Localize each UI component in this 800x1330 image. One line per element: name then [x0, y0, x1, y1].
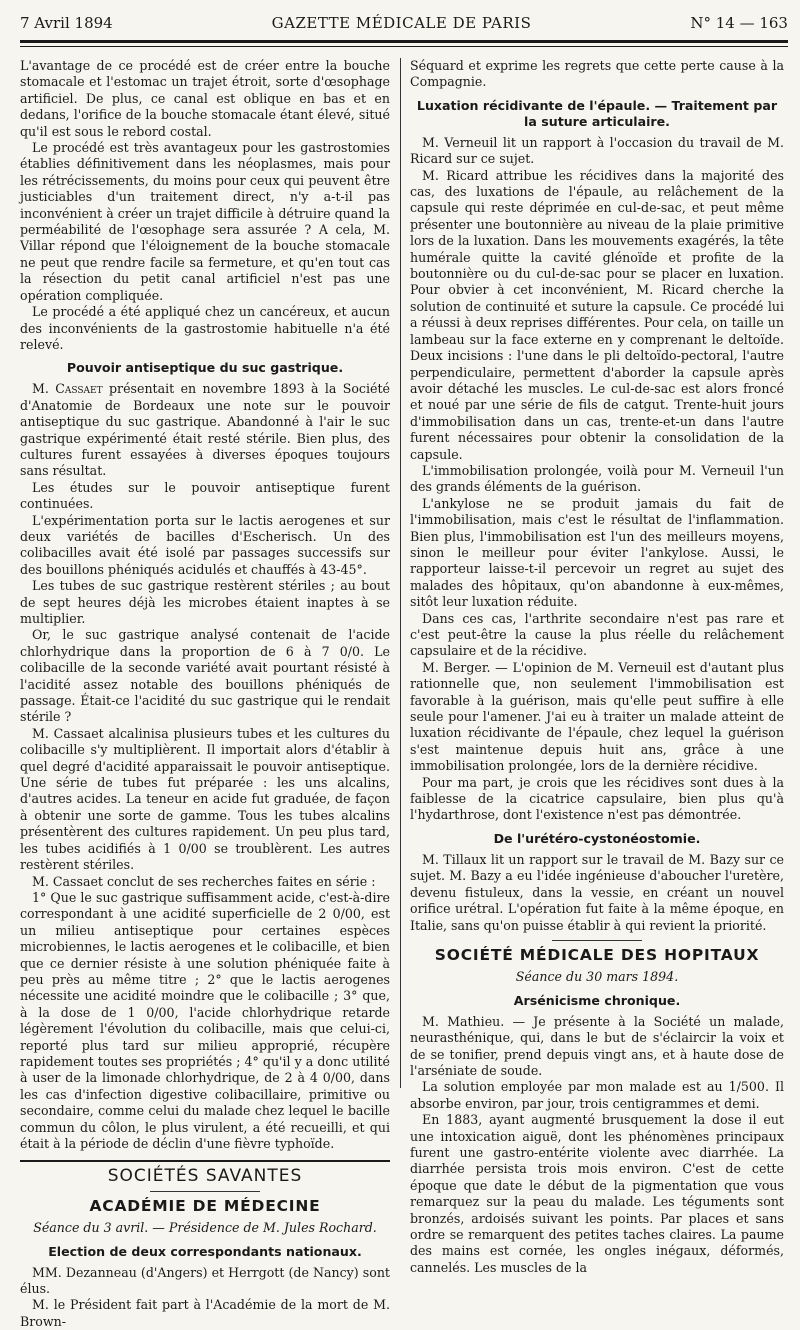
paragraph: Or, le suc gastrique analysé contenait de l'acide chlorhydrique dans la proportion de 6 à 7 0/0. Le colibacille de la seconde variété avait pourtant résisté à l'acidité assez notable des bouillons phéniqués de passage. Était-ce l'acidité du suc gastrique qui le rendait stérile ? [20, 627, 390, 725]
paragraph: M. Cassaet alcalinisa plusieurs tubes et les cultures du colibacille s'y multiplièrent. Il importait alors d'établir à quel degré d'acidité apparaissait le pouvoir antiseptique. Une série de tubes fut préparée : les uns alcalins, d'autres acides. La teneur en acide fut graduée, de façon à obtenir une sorte de gamme. Tous les tubes alcalins présentèrent des cultures rapidement. Un peu plus tard, les tubes acidifiés à 1 0/00 se troublèrent. Les autres restèrent stériles. [20, 725, 390, 873]
page-number: N° 14 — 163 [690, 14, 788, 32]
left-column [20, 58, 390, 1329]
short-rule [552, 940, 642, 941]
paragraph: M. Tillaux lit un rapport sur le travail de M. Bazy sur ce sujet. M. Bazy a eu l'idée ingénieuse d'aboucher l'uretère, devenu fistuleux, dans la vessie, en créant un nouvel orifice urétral. L'opération fut faite à la même époque, en Italie, sans qu'on puisse établir à qui revient la priorité. [410, 851, 784, 933]
paragraph: L'expérimentation porta sur le lactis aerogenes et sur deux variétés de bacilles d'Escherisch. Un des colibacilles avait été isolé par passages successifs sur des bouillons phéniqués acidulés et chauffés à 43-45°. [20, 512, 390, 577]
paragraph: M. Ricard attribue les récidives dans la majorité des cas, des luxations de l'épaule, au relâchement de la capsule qui reste déprimée en cul-de-sac, et peut même présenter une boutonnière au niveau de la plaie primitive lors de la luxation. Dans les mouvements exagérés, la tête humérale quitte la cavité glénoïde et profite de la boutonnière ou du cul-de-sac pour se placer en luxation. Pour obvier à cet inconvénient, M. Ricard cherche la solution de continuité et suture la capsule. Ce procédé lui a réussi à deux reprises différentes. Pour cela, on taille un lambeau sur la face externe en y comprenant le deltoïde. Deux incisions : l'une dans le pli deltoïdo-pectoral, l'autre perpendiculaire, permettent d'aborder la capsule après avoir détaché les muscles. Le cul-de-sac est alors froncé et noué par une série de fils de catgut. Trente-huit jours d'immobilisation dans un cas, trente-et-un dans l'autre furent nécessaires pour obtenir la consolidation de la capsule. [410, 167, 784, 462]
author-name: M. Cassaet [32, 381, 103, 397]
right-column [410, 58, 784, 1275]
section-heading: Luxation récidivante de l'épaule. — Traitement par la suture articulaire. [416, 97, 778, 129]
paragraph: La solution employée par mon malade est au 1/500. Il absorbe environ, par jour, trois centigrammes et demi. [410, 1079, 784, 1111]
section-heading: Pouvoir antiseptique du suc gastrique. [66, 360, 344, 376]
section-heading: Arsénicisme chronique. [513, 992, 681, 1008]
section-title-academie: ACADÉMIE DE MÉDECINE [89, 1196, 321, 1215]
paragraph: L'avantage de ce procédé est de créer entre la bouche stomacale et l'estomac un trajet étroit, sorte d'œsophage artificiel. De plus, ce canal est oblique en bas et en dedans, l'orifice de la bouche stomacale étant élevé, situé qu'il est sous le rebord costal. [20, 58, 390, 139]
section-heading: De l'urétéro-cystonéostomie. [493, 830, 701, 846]
paragraph: M. Berger. — L'opinion de M. Verneuil est d'autant plus rationnelle que, non seulement l'immobilisation est favorable à la guérison, mais qu'elle peut suffire à elle seule pour l'amener. J'ai eu à traiter un malade atteint de luxation récidivante de l'épaule, chez lequel la guérison s'est maintenue depuis huit ans, grâce à une immobilisation prolongée, lors de la dernière récidive. [410, 659, 784, 774]
paragraph: Les tubes de suc gastrique restèrent stériles ; au bout de sept heures déjà les microbes étaient inaptes à se multiplier. [20, 578, 390, 626]
paragraph: M. le Président fait part à l'Académie de la mort de M. Brown- [20, 1297, 390, 1329]
paragraph: M. Cassaet conclut de ses recherches faites en série : [32, 873, 376, 889]
header-rule [20, 40, 788, 43]
paragraph [20, 381, 390, 479]
paragraph: Le procédé a été appliqué chez un cancéreux, et aucun des inconvénients de la gastrostomie habituelle n'a été relevé. [20, 304, 390, 352]
header-rule-thin [20, 46, 788, 47]
session-line: Séance du 30 mars 1894. [515, 969, 679, 985]
section-rule [20, 1160, 390, 1162]
paragraph: 1° Que le suc gastrique suffisamment acide, c'est-à-dire correspondant à une acidité superficielle de 2 0/00, est un milieu antiseptique pour certaines espèces microbiennes, le lactis aerogenes et le colibacille, et bien que ce dernier résiste à une solution phéniquée faite à peu près au même titre ; 2° que le lactis aerogenes nécessite une acidité moindre que le colibacille ; 3° que, à la dose de 1 0/00, l'acide chlorhydrique retarde légèrement l'évolution du colibacille, mais que celui-ci, reporté plus tard sur milieu approprié, récupère rapidement toutes ses propriétés ; 4° qu'il y a donc utilité à user de la limonade chlorhydrique, de 2 à 4 0/00, dans les cas d'infection digestive colibacillaire, primitive ou secondaire, comme celui du malade chez lequel le bacille commun du côlon, le plus virulent, a été recueilli, et qui était à la période de déclin d'une fièvre typhoïde. [20, 889, 390, 1151]
paragraph: Les études sur le pouvoir antiseptique furent continuées. [20, 479, 390, 512]
section-title-societe: SOCIÉTÉ MÉDICALE DES HOPITAUX [434, 945, 760, 964]
paragraph: MM. Dezanneau (d'Angers) et Herrgott (de Nancy) sont élus. [20, 1264, 390, 1297]
paragraph: M. Verneuil lit un rapport à l'occasion du travail de M. Ricard sur ce sujet. [410, 134, 784, 167]
session-line: Séance du 3 avril. — Présidence de M. Jules Rochard. [33, 1220, 377, 1236]
running-header [20, 14, 788, 36]
short-rule [150, 1191, 260, 1192]
paragraph: Séquard et exprime les regrets que cette perte cause à la Compagnie. [410, 58, 784, 90]
paragraph: M. Mathieu. — Je présente à la Société un malade, neurasthénique, qui, dans le but de s'éclaircir la voix et de se tonifier, prend depuis vingt ans, et à haute dose de l'arséniate de soude. [410, 1013, 784, 1078]
paragraph: Le procédé est très avantageux pour les gastrostomies établies définitivement dans les néoplasmes, mais pour les rétrécissements, du moins pour ceux qui peuvent être justiciables d'un traitement direct, n'y a-t-il pas inconvénient à créer un trajet difficile à détruire quand la perméabilité de l'œsophage sera assurée ? A cela, M. Villar répond que l'éloignement de la bouche stomacale ne peut que rendre facile sa fermeture, et qu'en tout cas la résection du petit canal artificiel n'est pas une opération compliquée. [20, 140, 390, 303]
section-title-societes: SOCIÉTÉS SAVANTES [107, 1166, 303, 1187]
journal-title: GAZETTE MÉDICALE DE PARIS [271, 14, 532, 32]
paragraph: Pour ma part, je crois que les récidives sont dues à la faiblesse de la cicatrice capsulaire, bien plus qu'à l'hydarthrose, dont l'existence n'est pas démontrée. [410, 774, 784, 823]
column-divider [400, 58, 401, 1088]
paragraph-text: présentait en novembre 1893 à la Société d'Anatomie de Bordeaux une note sur le pouvoir antiseptique du suc gastrique. Abandonné à l'air le suc gastrique expérimenté était resté stérile. Bien plus, des cultures furent essayées à diverses époques toujours sans résultat. [20, 381, 390, 479]
paragraph: L'immobilisation prolongée, voilà pour M. Verneuil l'un des grands éléments de la guérison. [410, 462, 784, 495]
paragraph: Dans ces cas, l'arthrite secondaire n'est pas rare et c'est peut-être la cause la plus réelle du relâchement capsulaire et de la récidive. [410, 610, 784, 659]
paragraph: L'ankylose ne se produit jamais du fait de l'immobilisation, mais c'est le résultat de l'inflammation. Bien plus, l'immobilisation est l'un des meilleurs moyens, sinon le meilleur pour éviter l'ankylose. Aussi, le rapporteur laisse-t-il percevoir un regret au sujet des malades des hôpitaux, qu'on abandonne à eux-mêmes, sitôt leur luxation réduite. [410, 495, 784, 610]
section-heading: Election de deux correspondants nationaux. [48, 1243, 362, 1259]
paragraph: En 1883, ayant augmenté brusquement la dose il eut une intoxication aiguë, dont les phénomènes principaux furent une gastro-entérite violente avec diarrhée. La diarrhée persista trois mois environ. C'est de cette époque que date le début de la pigmentation que vous remarquez sur la peau du malade. Les téguments sont bronzés, ardoisés suivant les points. Par places et sans ordre se remarquent des petites taches claires. La paume des mains est cornée, les ongles inégaux, déformés, cannelés. Les muscles de la [410, 1112, 784, 1275]
issue-date: 7 Avril 1894 [20, 14, 113, 32]
